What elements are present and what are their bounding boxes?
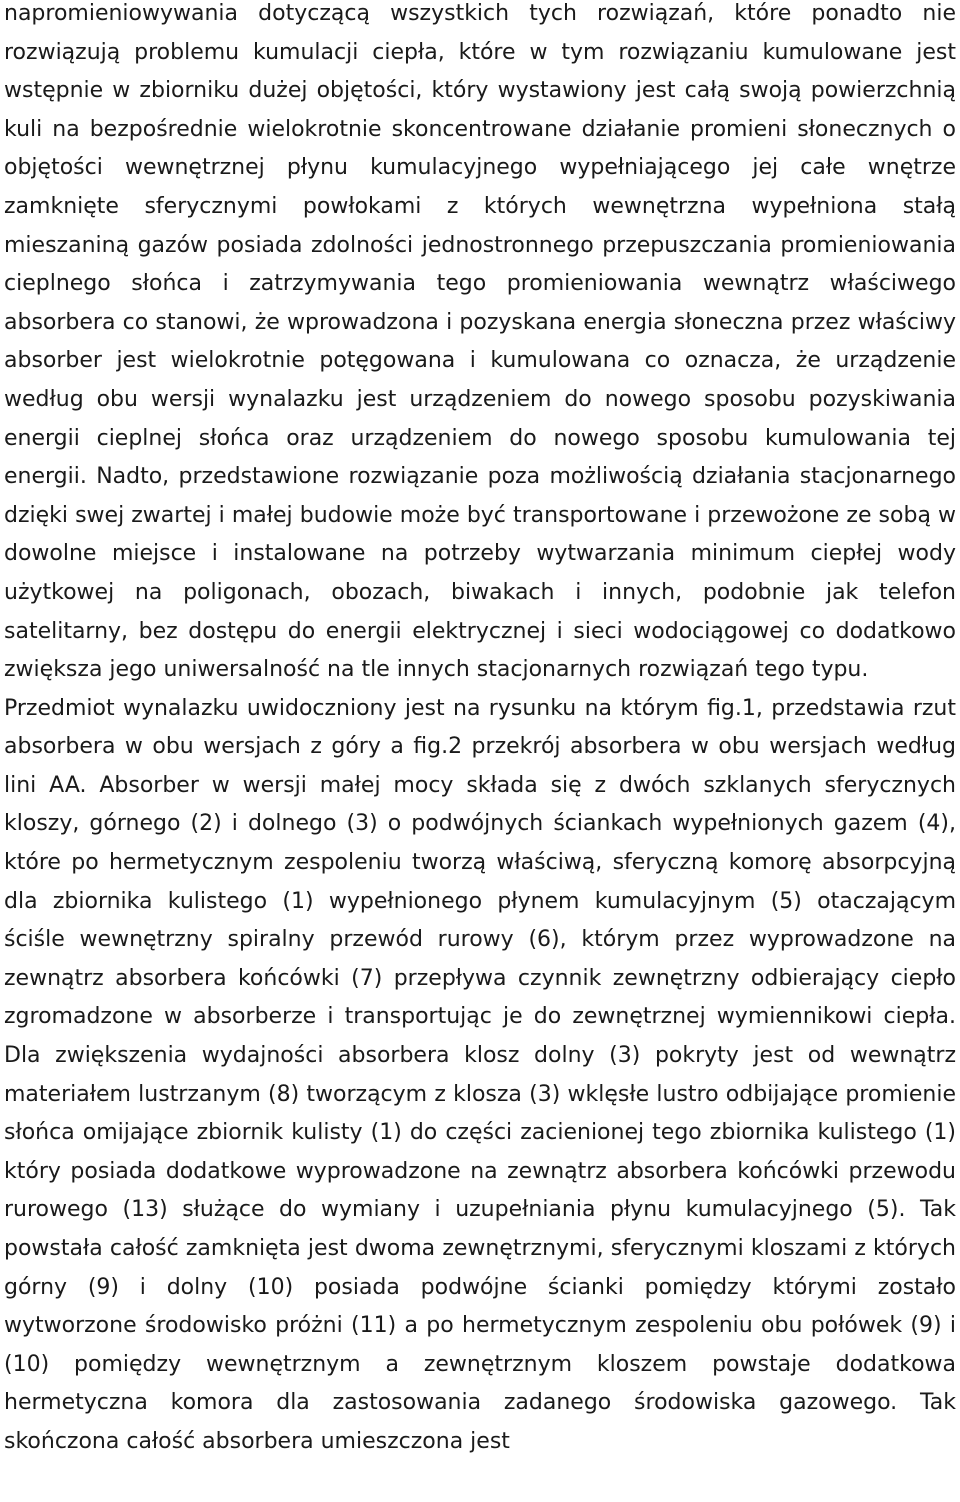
body-paragraph: Przedmiot wynalazku uwidoczniony jest na rysunku na którym fig.1, przedstawia rzut absorbera w obu wersjach z góry a fig.2 przekrój absorbera w obu wersjach według lini AA. Absorber w wersji małej mocy składa się z dwóch szklanych sferycznych kloszy, górnego (2) i dolnego (3) o podwójnych ściankach wypełnionych gazem (4), które po hermetycznym zespoleniu tworzą właściwą, sferyczną komorę absorpcyjną dla zbiornika kulistego (1) wypełnionego płynem kumulacyjnym (5) otaczającym ściśle wewnętrzny spiralny przewód rurowy (6), którym przez wyprowadzone na zewnątrz absorbera końcówki (7) przepływa czynnik zewnętrzny odbierający ciepło zgromadzone w absorberze i transportując je do zewnętrznej wymiennikowi ciepła. Dla zwiększenia wydajności absorbera klosz dolny (3) pokryty jest od wewnątrz materiałem lustrzanym (8) tworzącym z klosza (3) wklęsłe lustro odbijające promienie słońca omijające zbiornik kulisty (1) do części zacienionej tego zbiornika kulistego (1) który posiada dodatkowe wyprowadzone na zewnątrz absorbera końcówki przewodu rurowego (13) służące do wymiany i uzupełniania płynu kumulacyjnego (5). Tak powstała całość zamknięta jest dwoma zewnętrznymi, sferycznymi kloszami z których górny (9) i dolny (10) posiada podwójne ścianki pomiędzy którymi zostało wytworzone środowisko próżni (11) a po hermetycznym zespoleniu obu połówek (9) i (10) pomiędzy wewnętrznym a zewnętrznym kloszem powstaje dodatkowa hermetyczna komora dla zastosowania zadanego środowiska gazowego. Tak skończona całość absorbera umieszczona jest xyxy=(4,695,956,1454)
body-paragraph: napromieniowywania dotyczącą wszystkich tych rozwiązań, które ponadto nie rozwiązują problemu kumulacji ciepła, które w tym rozwiązaniu kumulowane jest wstępnie w zbiorniku dużej objętości, który wystawiony jest całą swoją powierzchnią kuli na bezpośrednie wielokrotnie skoncentrowane działanie promieni słonecznych o objętości wewnętrznej płynu kumulacyjnego wypełniającego jej całe wnętrze zamknięte sferycznymi powłokami z których wewnętrzna wypełniona stałą mieszaniną gazów posiada zdolności jednostronnego przepuszczania promieniowania cieplnego słońca i zatrzymywania tego promieniowania wewnątrz właściwego absorbera co stanowi, że wprowadzona i pozyskana energia słoneczna przez właściwy absorber jest wielokrotnie potęgowana i kumulowana co oznacza, że urządzenie według obu wersji wynalazku jest urządzeniem do nowego sposobu pozyskiwania energii cieplnej słońca oraz urządzeniem do nowego sposobu kumulowania tej energii. Nadto, przedstawione rozwiązanie poza możliwością działania stacjonarnego dzięki swej zwartej i małej budowie może być transportowane i przewożone ze sobą w dowolne miejsce i instalowane na potrzeby wytwarzania minimum ciepłej wody użytkowej na poligonach, obozach, biwakach i innych, podobnie jak telefon satelitarny, bez dostępu do energii elektrycznej i sieci wodociągowej co dodatkowo zwiększa jego uniwersalność na tle innych stacjonarnych rozwiązań tego typu. xyxy=(4,1,956,683)
